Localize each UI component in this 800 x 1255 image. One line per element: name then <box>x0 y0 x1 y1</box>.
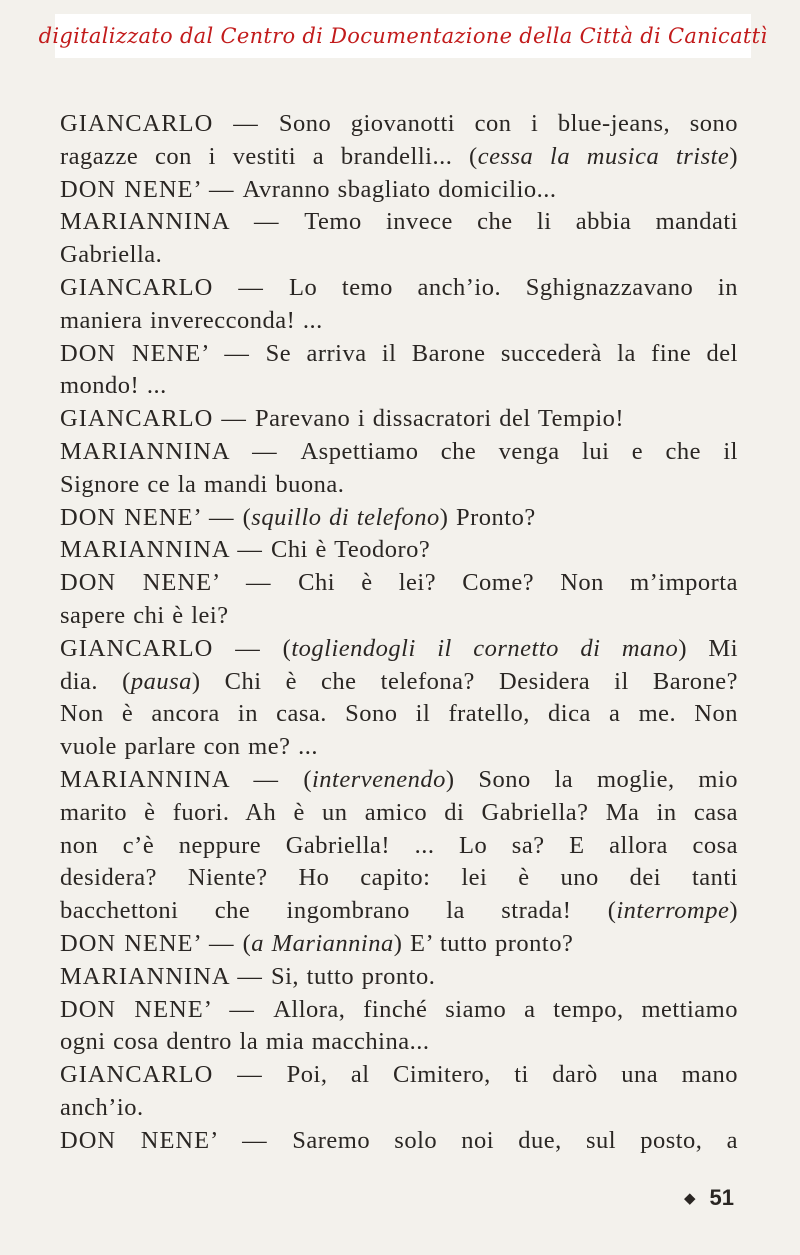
speaker-name: DON NENE’ — <box>60 175 243 203</box>
text-line <box>60 1125 738 1158</box>
text-line <box>60 370 738 403</box>
stage-direction: cessa la musica triste <box>477 142 730 170</box>
line-text-after: ) <box>729 897 738 925</box>
text-line <box>60 502 738 535</box>
line-text: Non è ancora in casa. Sono il fratello, dica a me. Non <box>60 700 738 728</box>
text-line <box>60 206 738 239</box>
speaker-name: GIANCARLO — <box>60 273 290 301</box>
stage-direction: a Mariannina <box>251 929 394 957</box>
text-line <box>60 994 738 1027</box>
line-text-after: ) Pronto? <box>439 503 536 531</box>
speaker-name: DON NENE’ — <box>60 503 243 531</box>
text-line <box>60 666 738 699</box>
text-line <box>60 567 738 600</box>
line-text: ogni cosa dentro la mia macchina... <box>60 1028 430 1056</box>
text-line <box>60 305 738 338</box>
speaker-name: GIANCARLO — <box>60 634 283 662</box>
line-text: Saremo solo noi due, sul posto, a <box>292 1126 738 1154</box>
speaker-name: DON NENE’ — <box>60 1126 293 1154</box>
line-text: Aspettiamo che venga lui e che il <box>300 437 738 465</box>
line-text: Poi, al Cimitero, ti darò una mano <box>286 1061 738 1089</box>
text-line <box>60 731 738 764</box>
line-text: Allora, finché siamo a tempo, mettiamo <box>273 995 738 1023</box>
line-text: ( <box>282 634 292 662</box>
line-text: Chi è lei? Come? Non m’importa <box>298 569 738 597</box>
stage-direction: interrompe <box>616 897 730 925</box>
line-text: Gabriella. <box>60 241 163 269</box>
line-text: maniera inverecconda! ... <box>60 306 323 334</box>
line-text-after: ) Sono la moglie, mio <box>445 765 738 793</box>
speaker-name: DON NENE’ — <box>60 929 243 957</box>
speaker-name: DON NENE’ — <box>60 569 299 597</box>
line-text: ( <box>242 503 252 531</box>
text-line <box>60 436 738 469</box>
stage-direction: togliendogli il cornetto di mano <box>291 634 679 662</box>
digitization-banner: digitalizzato dal Centro di Documentazione della Città di Canicattì <box>55 14 751 58</box>
text-line <box>60 600 738 633</box>
speaker-name: MARIANNINA — <box>60 962 271 990</box>
line-text-after: ) Mi <box>678 634 738 662</box>
stage-direction: squillo di telefono <box>251 503 440 531</box>
text-line <box>60 764 738 797</box>
text-line <box>60 108 738 141</box>
line-text: dia. ( <box>60 667 131 695</box>
speaker-name: MARIANNINA — <box>60 765 304 793</box>
speaker-name: DON NENE’ — <box>60 995 274 1023</box>
text-line <box>60 698 738 731</box>
line-text: anch’io. <box>60 1093 144 1121</box>
speaker-name: DON NENE’ — <box>60 339 266 367</box>
line-text: Signore ce la mandi buona. <box>60 470 345 498</box>
text-line <box>60 1026 738 1059</box>
line-text: non c’è neppure Gabriella! ... Lo sa? E allora cosa <box>60 831 738 859</box>
line-text: vuole parlare con me? ... <box>60 733 318 761</box>
text-line <box>60 338 738 371</box>
text-line <box>60 141 738 174</box>
line-text: ( <box>303 765 312 793</box>
line-text: mondo! ... <box>60 372 167 400</box>
speaker-name: MARIANNINA — <box>60 536 271 564</box>
text-line <box>60 469 738 502</box>
line-text: ( <box>242 929 252 957</box>
line-text-after: ) E’ tutto pronto? <box>393 929 574 957</box>
text-line <box>60 862 738 895</box>
text-line <box>60 797 738 830</box>
text-line <box>60 1059 738 1092</box>
text-line <box>60 633 738 666</box>
line-text: Temo invece che li abbia mandati <box>304 208 738 236</box>
text-line <box>60 830 738 863</box>
line-text: marito è fuori. Ah è un amico di Gabriella? Ma in casa <box>60 798 738 826</box>
text-line <box>60 895 738 928</box>
line-text: Sono giovanotti con i blue-jeans, sono <box>278 110 738 137</box>
speaker-name: GIANCARLO — <box>60 1061 287 1089</box>
text-line <box>60 239 738 272</box>
line-text: Parevano i dissacratori del Tempio! <box>255 405 625 433</box>
line-text: Se arriva il Barone succederà la fine del <box>265 339 738 367</box>
text-line <box>60 534 738 567</box>
line-text: sapere chi è lei? <box>60 601 229 629</box>
text-line <box>60 961 738 994</box>
text-line <box>60 174 738 207</box>
text-line <box>60 403 738 436</box>
page-number: 51 <box>709 1185 734 1210</box>
stage-direction: pausa <box>130 667 192 695</box>
script-text <box>60 108 738 1158</box>
diamond-icon: ◆ <box>683 1189 696 1207</box>
line-text-after: ) Chi è che telefona? Desidera il Barone? <box>191 667 738 695</box>
line-text: Lo temo anch’io. Sghignazzavano in <box>289 273 738 301</box>
line-text: Avranno sbagliato domicilio... <box>242 175 557 203</box>
stage-direction: intervenendo <box>311 765 446 793</box>
line-text: Chi è Teodoro? <box>271 536 431 564</box>
line-text: desidera? Niente? Ho capito: lei è uno dei tanti <box>60 864 738 892</box>
speaker-name: GIANCARLO — <box>60 110 279 137</box>
speaker-name: GIANCARLO — <box>60 405 256 433</box>
line-text: bacchettoni che ingombrano la strada! ( <box>60 897 617 925</box>
line-text-after: ) <box>729 142 738 170</box>
text-line <box>60 928 738 961</box>
text-line <box>60 1092 738 1125</box>
line-text: Si, tutto pronto. <box>271 962 436 990</box>
speaker-name: MARIANNINA — <box>60 208 305 236</box>
speaker-name: MARIANNINA — <box>60 437 301 465</box>
page-footer <box>684 1185 734 1211</box>
line-text: ragazze con i vestiti a brandelli... ( <box>60 142 478 170</box>
text-line <box>60 272 738 305</box>
